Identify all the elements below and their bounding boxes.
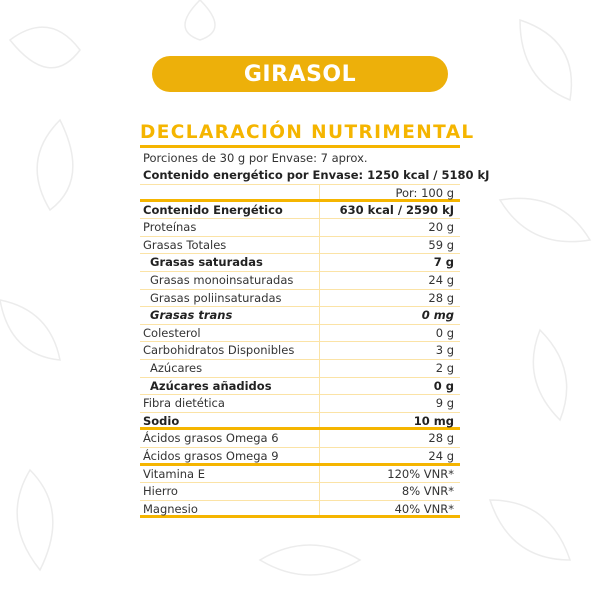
nutrient-label: Azúcares añadidos [140, 378, 320, 395]
nutrient-value: 8% VNR* [401, 484, 454, 499]
table-row [140, 395, 460, 413]
nutrition-title: DECLARACIÓN NUTRIMENTAL [140, 122, 475, 143]
nutrient-value: 3 g [435, 343, 454, 358]
nutrient-value: 10 mg [413, 413, 454, 428]
nutrient-value: 20 g [428, 220, 454, 235]
nutrient-value: 2 g [435, 360, 454, 375]
nutrient-value: 0 g [435, 325, 454, 340]
table-row [140, 219, 460, 237]
table-row [140, 360, 460, 378]
energy-per-package: Contenido energético por Envase: 1250 kcal / 5180 kJ [143, 168, 490, 182]
nutrient-label: Grasas monoinsaturadas [140, 272, 320, 289]
nutrient-value: 24 g [428, 272, 454, 287]
table-row [140, 237, 460, 255]
nutrient-label: Ácidos grasos Omega 6 [140, 430, 320, 447]
table-row [140, 342, 460, 360]
nutrient-label: Carbohidratos Disponibles [140, 342, 320, 359]
table-row [140, 413, 460, 431]
nutrient-label: Colesterol [140, 325, 320, 342]
nutrient-label: Azúcares [140, 360, 320, 377]
nutrient-value: 24 g [428, 448, 454, 463]
nutrient-label: Fibra dietética [140, 395, 320, 412]
title-divider [140, 145, 460, 148]
product-name-banner [152, 56, 448, 92]
nutrient-value: 59 g [428, 237, 454, 252]
nutrient-label: Grasas trans [140, 307, 320, 324]
nutrient-value: 120% VNR* [387, 466, 454, 481]
per-header-row [140, 184, 460, 202]
nutrient-label: Grasas Totales [140, 237, 320, 254]
nutrient-label: Contenido Energético [140, 202, 320, 219]
nutrient-label: Proteínas [140, 219, 320, 236]
table-row [140, 202, 460, 220]
nutrient-value: 9 g [435, 396, 454, 411]
table-row [140, 307, 460, 325]
nutrient-label: Ácidos grasos Omega 9 [140, 448, 320, 463]
per-label: Por: 100 g [395, 186, 454, 200]
table-row [140, 501, 460, 519]
nutrient-value: 0 g [433, 378, 454, 393]
table-row [140, 325, 460, 343]
nutrient-label: Magnesio [140, 501, 320, 516]
product-name: GIRASOL [243, 61, 357, 87]
table-row [140, 430, 460, 448]
table-row [140, 254, 460, 272]
nutrient-label: Grasas poliinsaturadas [140, 290, 320, 307]
servings-text: Porciones de 30 g por Envase: 7 aprox. [143, 151, 368, 165]
nutrient-label: Hierro [140, 483, 320, 500]
nutrient-value: 7 g [433, 255, 454, 270]
table-row [140, 272, 460, 290]
nutrient-label: Grasas saturadas [140, 254, 320, 271]
table-row [140, 483, 460, 501]
nutrient-label: Vitamina E [140, 466, 320, 483]
nutrient-value: 28 g [428, 290, 454, 305]
nutrition-table [140, 184, 460, 518]
table-row [140, 290, 460, 308]
nutrient-value: 630 kcal / 2590 kJ [339, 202, 454, 217]
table-row [140, 448, 460, 466]
nutrient-value: 40% VNR* [394, 501, 454, 516]
table-row [140, 378, 460, 396]
table-row [140, 466, 460, 484]
nutrient-value: 0 mg [421, 308, 454, 323]
nutrient-label: Sodio [140, 413, 320, 428]
nutrient-value: 28 g [428, 431, 454, 446]
